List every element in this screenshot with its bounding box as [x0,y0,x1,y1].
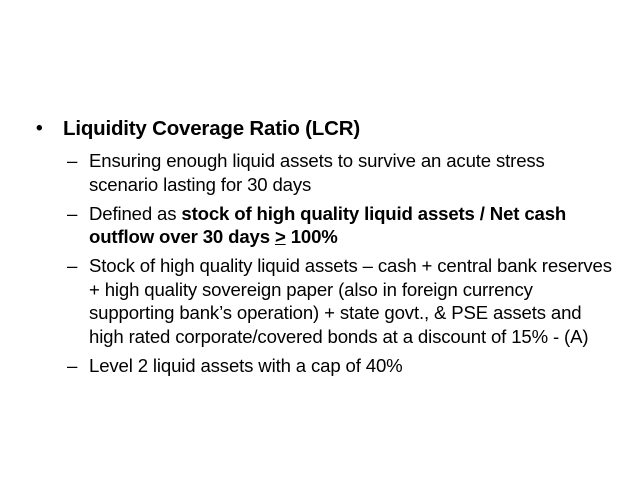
definition-threshold: 100% [285,226,338,247]
list-item-definition [67,202,616,249]
dash-icon: – [67,255,78,276]
definition-formula: stock of high quality liquid assets / Net cash outflow over 30 days [89,202,567,247]
dash-icon: – [67,354,78,376]
list-item-stock [67,254,616,348]
dash-icon: – [67,150,78,171]
definition-prefix: Defined as [89,202,182,224]
lcr-heading [36,115,616,143]
stock-text: Stock of high quality liquid assets – cash + central bank reserves + high quality sovereign paper (also in foreign currency supporting bank’s operation) + state govt., & PSE assets and high rated corporate/covered bonds at a discount of 15% - (A) [89,255,612,347]
bullet-icon: • [36,118,43,139]
lcr-sub-list [67,149,616,377]
list-item-level2 [67,354,616,378]
level2-text: Level 2 liquid assets with a cap of 40% [89,354,403,376]
lcr-title: Liquidity Coverage Ratio (LCR) [63,117,360,140]
list-item-survival [67,149,616,196]
dash-icon: – [67,202,78,224]
survival-text: Ensuring enough liquid assets to survive an acute stress scenario lasting for 30 days [89,150,545,195]
slide-content [36,115,616,383]
definition-text [89,202,616,249]
greater-equal-symbol: > [274,226,286,247]
